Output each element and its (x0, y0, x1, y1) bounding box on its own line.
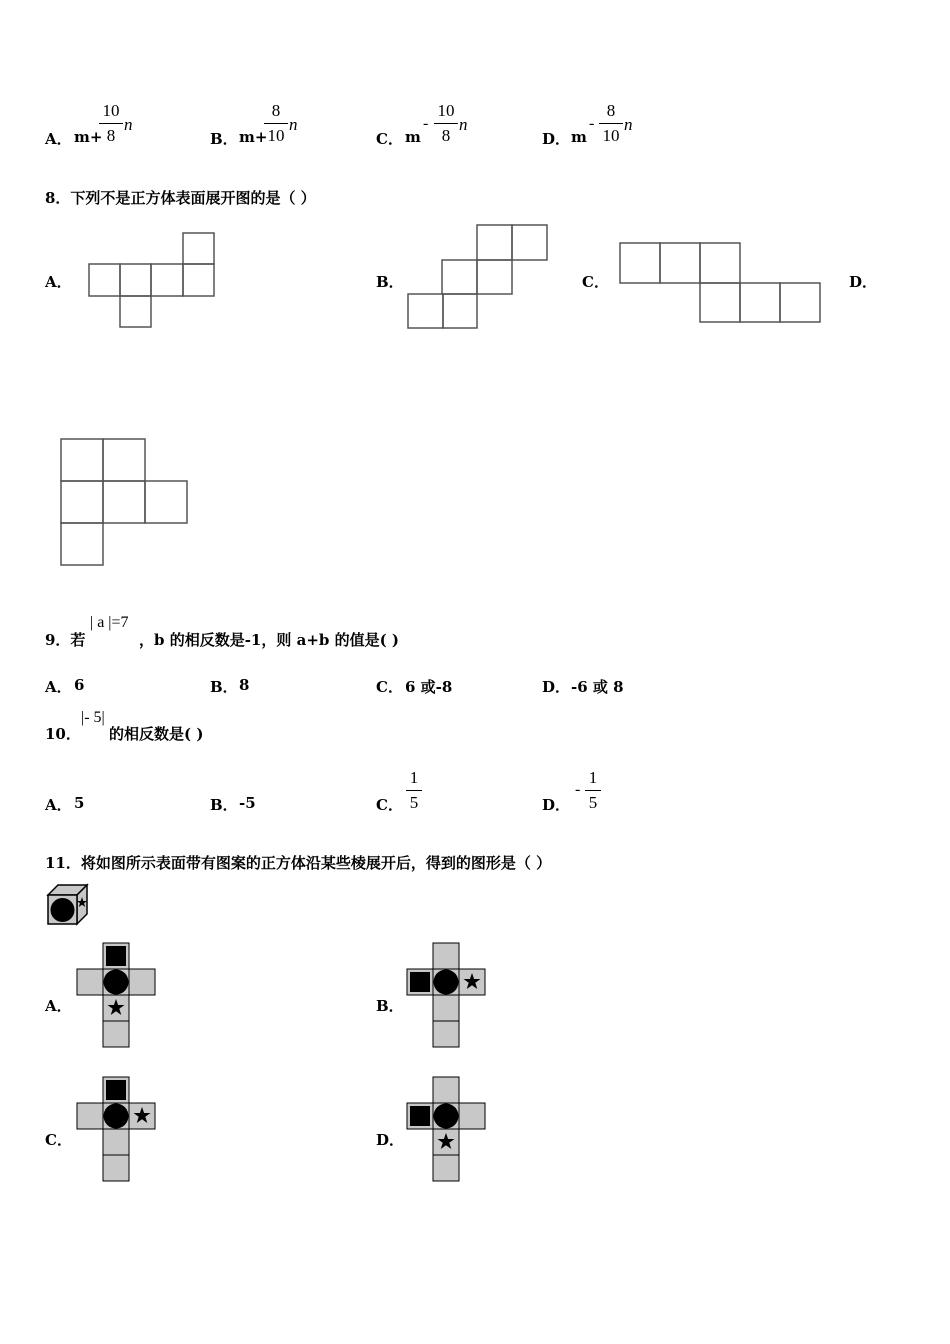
minus-sign: - (423, 115, 429, 132)
q10-label-c: C． (376, 796, 403, 814)
q10-label-b: B． (210, 796, 238, 814)
q9-value-d: -6 或 8 (571, 678, 624, 696)
square-icon (106, 1080, 126, 1100)
q10-value-b: -5 (239, 794, 256, 812)
q11-label-b: B． (376, 997, 404, 1015)
square-icon (410, 1106, 430, 1126)
q9-label-c: C． (376, 678, 403, 696)
option-label: A． (45, 130, 72, 148)
option-label: C． (376, 130, 403, 148)
q8-label-d: D． (849, 273, 878, 291)
q11-label-a: A． (45, 997, 72, 1015)
q9-label-d: D． (542, 678, 571, 696)
q11-cube-figure (46, 883, 90, 927)
circle-icon (104, 1104, 129, 1129)
square-icon (106, 946, 126, 966)
variable: n (459, 115, 468, 134)
variable: n (124, 115, 133, 134)
option-prefix: m+ (74, 128, 103, 146)
q10-number: 10． (45, 725, 81, 743)
q8-label-b: B． (376, 273, 404, 291)
circle-icon (434, 970, 459, 995)
q10-fraction-d: 1 5 (585, 768, 601, 813)
q10-label-d: D． (542, 796, 571, 814)
fraction: 10 8 (99, 101, 123, 146)
q9-label-b: B． (210, 678, 238, 696)
q11-net-c (76, 1076, 158, 1184)
option-label: B． (210, 130, 238, 148)
q9-value-b: 8 (239, 676, 250, 694)
q9-value-a: 6 (74, 676, 85, 694)
q11-net-a (76, 942, 158, 1050)
q9-label-a: A． (45, 678, 72, 696)
option-prefix: m+ (239, 128, 268, 146)
q8-label-a: A． (45, 273, 72, 291)
q8-net-d (59, 437, 191, 569)
minus-sign: - (575, 781, 581, 798)
q8-stem: 8．下列不是正方体表面展开图的是（ ） (45, 189, 316, 207)
q11-stem: 11．将如图所示表面带有图案的正方体沿某些棱展开后，得到的图形是（ ） (45, 854, 552, 872)
option-label: D． (542, 130, 571, 148)
variable: n (624, 115, 633, 134)
fraction: 8 10 (599, 101, 623, 146)
q8-label-c: C． (582, 273, 609, 291)
circle-icon (104, 970, 129, 995)
circle-icon (51, 898, 75, 922)
variable: n (289, 115, 298, 134)
circle-icon (434, 1104, 459, 1129)
fraction: 8 10 (264, 101, 288, 146)
q11-label-d: D． (376, 1131, 405, 1149)
q8-net-b (407, 224, 552, 332)
minus-sign: - (589, 115, 595, 132)
q10-value-a: 5 (74, 794, 85, 812)
fraction: 10 8 (434, 101, 458, 146)
q9-value-c: 6 或-8 (405, 678, 453, 696)
q11-label-c: C． (45, 1131, 72, 1149)
q8-net-c (618, 241, 824, 327)
square-icon (410, 972, 430, 992)
q9-number: 9．若 (45, 631, 86, 649)
q10-fraction-c: 1 5 (406, 768, 422, 813)
option-prefix: m (405, 128, 421, 146)
q9-expression: | a |=7 (90, 614, 129, 631)
q9-stem-text: ，b 的相反数是-1，则 a+b 的值是( ) (139, 631, 400, 649)
q10-expression: |- 5| (81, 709, 105, 726)
q11-net-b (406, 942, 488, 1050)
q10-stem-text: 的相反数是( ) (109, 725, 204, 743)
q11-net-d (406, 1076, 488, 1184)
q10-label-a: A． (45, 796, 72, 814)
q8-net-a (88, 232, 218, 330)
option-prefix: m (571, 128, 587, 146)
